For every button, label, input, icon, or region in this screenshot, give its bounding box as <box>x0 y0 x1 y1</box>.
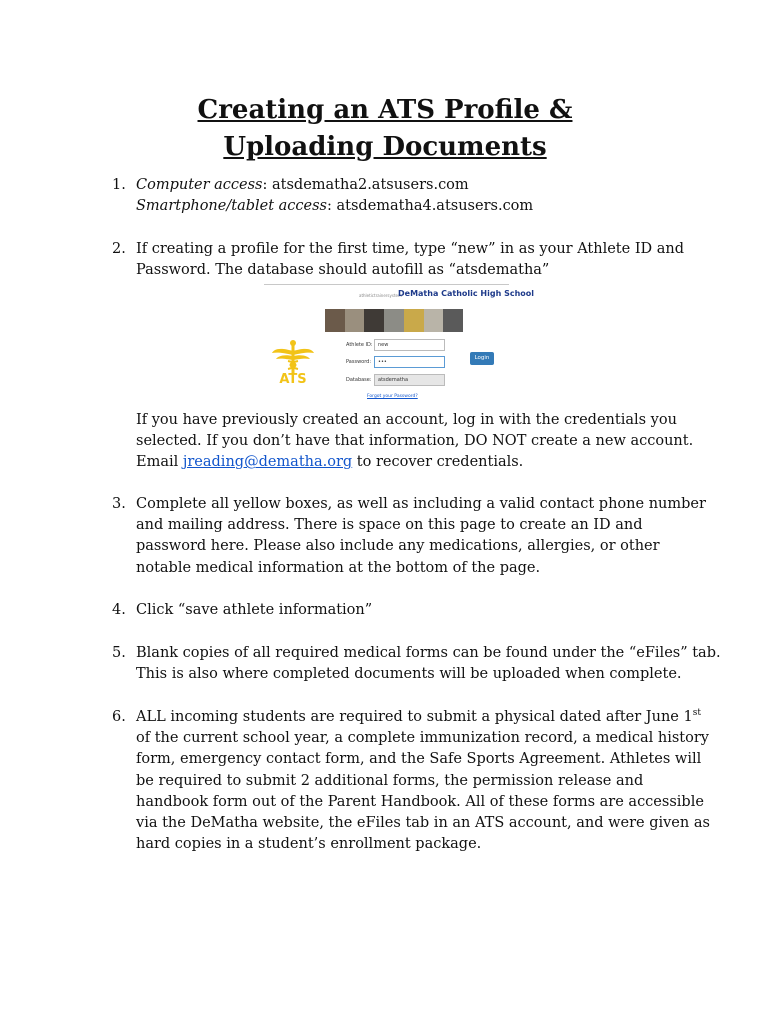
item-number: 2. <box>112 241 126 257</box>
email-link[interactable]: jreading@dematha.org <box>182 454 353 471</box>
item-3-line: Complete all yellow boxes, as well as including a valid contact phone number <box>136 496 706 512</box>
password-label: Password: <box>346 359 372 365</box>
item-number: 1. <box>112 177 126 193</box>
computer-access-value: : atsdematha2.atsusers.com <box>262 177 469 193</box>
item-number: 4. <box>112 602 126 618</box>
item-2-note-line-2: selected. If you don’t have that information, DO NOT create a new account. <box>136 433 694 450</box>
superscript-st: st <box>692 708 701 719</box>
database-input[interactable]: atsdematha <box>374 374 445 386</box>
item-2-line-1: If creating a profile for the first time, type “new” in as your Athlete ID and <box>136 241 685 257</box>
sports-photo <box>364 309 384 332</box>
sports-photo <box>424 309 444 332</box>
item-number: 5. <box>112 645 126 661</box>
item-6-line: hard copies in a student’s enrollment package. <box>136 836 482 853</box>
item-6-line: be required to submit 2 additional forms, the permission release and <box>136 772 644 789</box>
item-2-note-line-1: If you have previously created an account, log in with the credentials you <box>136 412 677 428</box>
item-5-line: This is also where completed documents will be uploaded when complete. <box>136 666 682 683</box>
item-6-line: handbook form out of the Parent Handbook. All of these forms are accessible <box>136 793 704 810</box>
item-5-line: Blank copies of all required medical forms can be found under the “eFiles” tab. <box>136 645 721 661</box>
login-button[interactable]: Login <box>470 352 494 365</box>
item-4-line-1: Click “save athlete information” <box>136 602 373 618</box>
item-2-line-2: Password. The database should autofill as “atsdematha” <box>136 262 550 279</box>
sports-photo <box>443 309 463 332</box>
database-label: Database: <box>346 377 372 383</box>
title-line-2: Uploading Documents <box>223 132 547 162</box>
ats-login-screenshot <box>264 284 535 404</box>
item-number: 6. <box>112 709 126 725</box>
item-6-line: form, emergency contact form, and the Safe Sports Agreement. Athletes will <box>136 751 702 768</box>
athlete-id-input[interactable]: new <box>374 339 445 351</box>
photo-strip <box>325 309 463 332</box>
forgot-password-link[interactable]: Forgot your Password? <box>367 394 418 399</box>
ats-logo-text: ATS <box>279 372 307 385</box>
email-prefix: Email <box>136 454 183 471</box>
item-6-line-1 <box>136 707 710 728</box>
school-name: DeMatha Catholic High School <box>398 289 535 298</box>
item-number: 3. <box>112 496 126 512</box>
password-input[interactable]: ••• <box>374 356 445 368</box>
item-6-line: of the current school year, a complete immunization record, a medical history <box>136 730 709 747</box>
ats-caduceus-logo-icon <box>270 339 316 385</box>
smartphone-access-line <box>136 196 533 217</box>
athlete-id-label: Athlete ID: <box>346 342 373 348</box>
item-2-note-line-3 <box>136 452 693 473</box>
divider <box>264 284 509 285</box>
title-line-1: Creating an ATS Profile & <box>197 95 573 125</box>
item-3-line: password here. Please also include any medications, allergies, or other <box>136 538 660 555</box>
item-3-line: and mailing address. There is space on this page to create an ID and <box>136 517 643 534</box>
sports-photo <box>384 309 404 332</box>
sports-photo <box>345 309 365 332</box>
ats-small-logo-text: athletictrainersystem <box>359 293 402 298</box>
email-suffix: to recover credentials. <box>352 454 524 471</box>
item-6-line: via the DeMatha website, the eFiles tab in an ATS account, and were given as <box>136 815 710 832</box>
smartphone-access-label: Smartphone/tablet access <box>136 198 327 215</box>
computer-access-line <box>136 175 533 196</box>
sports-photo <box>404 309 424 332</box>
smartphone-access-value: : atsdematha4.atsusers.com <box>327 198 534 215</box>
sports-photo <box>325 309 345 332</box>
item-6-line-1-text: ALL incoming students are required to submit a physical dated after June 1 <box>136 709 693 725</box>
item-3-line: notable medical information at the bottom of the page. <box>136 559 541 576</box>
computer-access-label: Computer access <box>136 177 263 193</box>
